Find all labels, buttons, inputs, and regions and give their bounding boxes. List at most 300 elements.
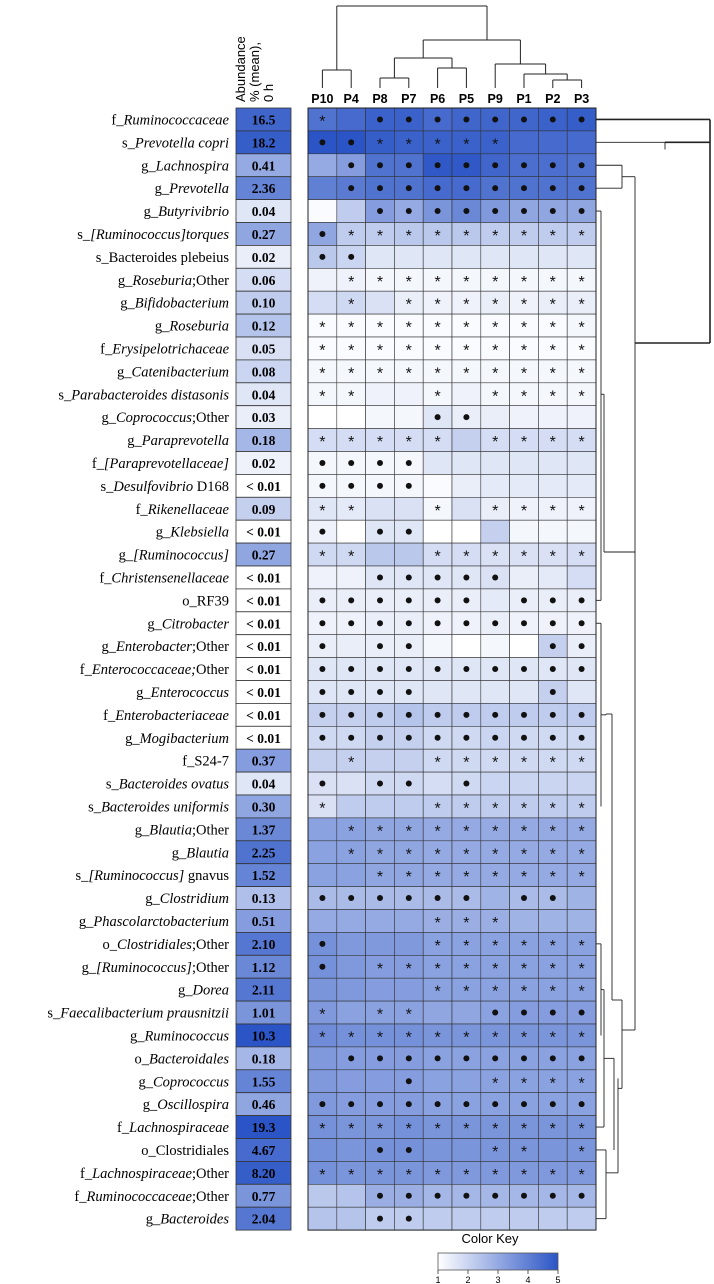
row-label-prefix: f_: [79, 1165, 93, 1182]
row-label: [74, 1189, 229, 1205]
marker-dot: [521, 1193, 527, 1199]
color-key-tick-label: 4: [525, 1275, 531, 1284]
marker-dot: [463, 666, 469, 672]
marker-asterisk: *: [348, 273, 355, 291]
abundance-value: < 0.01: [246, 730, 281, 746]
marker-dot: [435, 895, 441, 901]
row-label-name: Lachnospira: [155, 158, 229, 175]
abundance-value: 0.12: [251, 318, 276, 334]
heat-cell: [423, 245, 452, 268]
marker-asterisk: *: [578, 319, 585, 337]
marker-asterisk: *: [405, 296, 412, 314]
heat-cell: [423, 1070, 452, 1093]
heat-cell: [337, 772, 366, 795]
marker-asterisk: *: [549, 342, 556, 360]
marker-dot: [406, 1055, 412, 1061]
row-label-prefix: g_: [171, 845, 187, 862]
marker-dot: [348, 620, 354, 626]
marker-dot: [463, 597, 469, 603]
marker-dot: [579, 666, 585, 672]
marker-dot: [435, 116, 441, 122]
row-label-prefix: s_: [100, 478, 114, 495]
row-label-prefix: g_: [125, 730, 140, 747]
heat-cell: [366, 910, 395, 933]
marker-dot: [492, 162, 498, 168]
marker-dot: [319, 689, 325, 695]
marker-dot: [406, 483, 412, 489]
marker-asterisk: *: [319, 1166, 326, 1184]
marker-dot: [492, 666, 498, 672]
marker-dot: [406, 781, 412, 787]
marker-dot: [319, 735, 325, 741]
marker-asterisk: *: [520, 388, 528, 406]
marker-dot: [348, 185, 354, 191]
abundance-value: 1.37: [251, 822, 276, 838]
row-label-name: Bacteroides: [160, 1211, 229, 1228]
marker-asterisk: *: [348, 342, 355, 360]
marker-asterisk: *: [549, 869, 556, 887]
row-label-prefix: g_: [147, 616, 162, 633]
marker-dot: [521, 185, 527, 191]
row-label: [117, 364, 229, 380]
marker-asterisk: *: [578, 869, 585, 887]
marker-asterisk: *: [376, 365, 384, 383]
heat-cell: [366, 406, 395, 429]
marker-asterisk: *: [578, 983, 585, 1001]
row-label: [76, 868, 230, 884]
marker-dot: [348, 712, 354, 718]
marker-dot: [319, 620, 325, 626]
marker-dot: [579, 712, 585, 718]
marker-asterisk: *: [549, 1121, 556, 1139]
marker-asterisk: *: [376, 846, 384, 864]
abundance-value: 1.52: [251, 868, 276, 884]
marker-asterisk: *: [578, 388, 585, 406]
heat-cell: [452, 383, 481, 406]
heat-cell: [423, 520, 452, 543]
marker-asterisk: *: [492, 754, 499, 772]
heat-cell: [538, 245, 567, 268]
row-label-prefix: g_: [129, 1028, 145, 1045]
heat-cell: [538, 1207, 567, 1230]
marker-dot: [406, 574, 412, 580]
abundance-value: 16.5: [251, 112, 276, 128]
marker-dot: [435, 735, 441, 741]
abundance-value: 0.30: [251, 799, 276, 815]
row-label: [182, 593, 229, 609]
row-label-suffix: ;Other: [191, 959, 229, 976]
row-label-prefix: s_: [75, 868, 89, 885]
row-label: [127, 433, 229, 449]
row-label-prefix: o_: [134, 1051, 149, 1068]
marker-dot: [319, 781, 325, 787]
row-label-name: Clostridium: [159, 891, 229, 908]
heat-cell: [452, 1207, 481, 1230]
abundance-value: 0.02: [251, 249, 276, 265]
row-label-prefix: f_: [103, 707, 116, 724]
heatmap-grid: [308, 108, 596, 1230]
marker-asterisk: *: [492, 823, 499, 841]
marker-asterisk: *: [319, 388, 326, 406]
abundance-value: 0.13: [251, 891, 276, 907]
marker-asterisk: *: [578, 273, 585, 291]
row-label: [101, 410, 229, 426]
abundance-value: 8.20: [251, 1165, 276, 1181]
marker-asterisk: *: [434, 365, 441, 383]
marker-asterisk: *: [319, 319, 326, 337]
marker-asterisk: *: [463, 937, 470, 955]
marker-dot: [550, 620, 556, 626]
marker-asterisk: *: [492, 1121, 499, 1139]
abundance-value: 1.01: [251, 1005, 276, 1021]
marker-dot: [579, 162, 585, 168]
heat-cell: [538, 406, 567, 429]
marker-asterisk: *: [492, 1075, 499, 1093]
marker-asterisk: *: [492, 502, 499, 520]
marker-dot: [319, 941, 325, 947]
column-label-p9: P9: [487, 92, 503, 106]
marker-dot: [463, 1055, 469, 1061]
marker-asterisk: *: [520, 937, 528, 955]
marker-asterisk: *: [434, 388, 441, 406]
heat-cell: [538, 566, 567, 589]
abundance-value: 2.36: [251, 181, 276, 197]
marker-asterisk: *: [376, 273, 384, 291]
marker-asterisk: *: [434, 823, 441, 841]
abundance-value: 0.51: [251, 913, 276, 929]
marker-dot: [579, 1055, 585, 1061]
row-label: [103, 937, 230, 953]
marker-asterisk: *: [405, 846, 412, 864]
row-label-prefix: s_: [77, 226, 91, 243]
marker-asterisk: *: [376, 1029, 384, 1047]
row-label-name: Rikenellaceae: [147, 501, 229, 518]
marker-dot: [319, 139, 325, 145]
row-label-name: Faecalibacterium prausnitzii: [60, 1005, 229, 1022]
heat-cell: [337, 108, 366, 131]
row-label-suffix: ;Other: [191, 936, 229, 953]
marker-dot: [550, 116, 556, 122]
row-label-prefix: g_: [155, 524, 171, 541]
marker-asterisk: *: [492, 388, 499, 406]
heat-cell: [308, 864, 337, 887]
marker-dot: [492, 1193, 498, 1199]
abundance-value: 18.2: [251, 135, 276, 151]
heat-cell: [366, 932, 395, 955]
marker-dot: [319, 529, 325, 535]
color-key-tick-label: 2: [465, 1275, 471, 1284]
marker-dot: [463, 781, 469, 787]
column-label-p8: P8: [372, 92, 388, 106]
row-label-suffix: ;Other: [191, 1188, 229, 1205]
marker-asterisk: *: [463, 1166, 470, 1184]
row-label-name: Citrobacter: [161, 616, 229, 633]
row-label: [145, 891, 229, 907]
marker-asterisk: *: [463, 914, 470, 932]
marker-asterisk: *: [492, 869, 499, 887]
row-label-name: Erysipelotrichaceae: [112, 341, 229, 358]
heat-cell: [394, 978, 423, 1001]
row-label-prefix: g_: [145, 891, 160, 908]
heat-cell: [481, 520, 510, 543]
marker-dot: [348, 1101, 354, 1107]
marker-asterisk: *: [492, 548, 499, 566]
row-label-prefix: s_: [58, 387, 72, 404]
row-label: [136, 685, 229, 701]
marker-dot: [521, 597, 527, 603]
marker-asterisk: *: [578, 846, 585, 864]
abundance-value: 0.18: [251, 1051, 276, 1067]
marker-asterisk: *: [492, 1143, 499, 1161]
marker-asterisk: *: [463, 273, 470, 291]
marker-asterisk: *: [520, 227, 528, 245]
row-label-name: Prevotella copri: [134, 135, 229, 152]
marker-dot: [377, 895, 383, 901]
heat-cell: [366, 383, 395, 406]
heat-cell: [481, 474, 510, 497]
marker-asterisk: *: [463, 846, 470, 864]
marker-asterisk: *: [520, 434, 528, 452]
row-label: [118, 273, 229, 289]
marker-dot: [579, 208, 585, 214]
marker-dot: [406, 689, 412, 695]
marker-asterisk: *: [405, 1121, 412, 1139]
row-label-prefix: f_: [79, 662, 92, 679]
row-label-prefix: o_: [141, 1142, 156, 1159]
row-label: [135, 1051, 230, 1067]
marker-dot: [521, 735, 527, 741]
marker-dot: [377, 1147, 383, 1153]
heat-cell: [510, 474, 539, 497]
abundance-value: < 0.01: [246, 593, 281, 609]
row-label: [82, 960, 230, 976]
marker-dot: [406, 895, 412, 901]
heat-cell: [337, 978, 366, 1001]
marker-asterisk: *: [492, 937, 499, 955]
marker-asterisk: *: [520, 960, 528, 978]
marker-asterisk: *: [348, 365, 355, 383]
row-label: [125, 731, 229, 747]
marker-asterisk: *: [348, 548, 355, 566]
heat-cell: [423, 474, 452, 497]
marker-dot: [492, 712, 498, 718]
marker-asterisk: *: [348, 434, 355, 452]
heat-cell: [366, 497, 395, 520]
heat-cell: [394, 795, 423, 818]
abundance-value: 0.05: [251, 341, 276, 357]
marker-asterisk: *: [520, 1166, 528, 1184]
row-label-prefix: s_: [88, 799, 102, 816]
marker-asterisk: *: [549, 273, 556, 291]
marker-asterisk: *: [549, 548, 556, 566]
row-label: [136, 502, 230, 518]
marker-asterisk: *: [434, 800, 441, 818]
abundance-header-line: % (mean),: [247, 42, 262, 102]
marker-dot: [406, 1147, 412, 1153]
heat-cell: [337, 566, 366, 589]
marker-dot: [377, 162, 383, 168]
heat-cell: [538, 474, 567, 497]
row-label-prefix: s_: [95, 249, 109, 266]
abundance-value: 0.27: [251, 226, 276, 242]
marker-asterisk: *: [520, 823, 528, 841]
heat-cell: [394, 406, 423, 429]
color-key-tick-label: 1: [435, 1275, 441, 1284]
heat-cell: [308, 1139, 337, 1162]
heat-cell: [394, 543, 423, 566]
marker-asterisk: *: [434, 502, 441, 520]
marker-dot: [521, 116, 527, 122]
marker-dot: [348, 895, 354, 901]
row-label-name: Paraprevotella: [141, 433, 229, 450]
heat-cell: [308, 154, 337, 177]
marker-asterisk: *: [348, 1166, 355, 1184]
heat-cell: [423, 681, 452, 704]
marker-asterisk: *: [492, 1029, 499, 1047]
marker-asterisk: *: [376, 227, 384, 245]
marker-asterisk: *: [319, 800, 326, 818]
abundance-value: < 0.01: [246, 639, 281, 655]
marker-asterisk: *: [319, 502, 326, 520]
abundance-value: 0.41: [251, 158, 276, 174]
heat-cell: [481, 406, 510, 429]
marker-asterisk: *: [463, 869, 470, 887]
column-label-p1: P1: [516, 92, 532, 106]
marker-dot: [406, 666, 412, 672]
row-label-prefix: g_: [134, 822, 150, 839]
marker-dot: [579, 735, 585, 741]
marker-asterisk: *: [492, 914, 499, 932]
marker-asterisk: *: [463, 960, 470, 978]
marker-dot: [319, 895, 325, 901]
heat-cell: [510, 520, 539, 543]
heat-cell: [308, 1070, 337, 1093]
heat-cell: [567, 520, 596, 543]
abundance-value: 0.04: [251, 204, 276, 220]
marker-asterisk: *: [434, 548, 441, 566]
row-label: [139, 1074, 230, 1090]
marker-asterisk: *: [405, 960, 412, 978]
heat-cell: [308, 177, 337, 200]
column-label-p3: P3: [573, 92, 590, 106]
heat-cell: [308, 749, 337, 772]
marker-asterisk: *: [520, 548, 528, 566]
marker-dot: [406, 620, 412, 626]
abundance-value: 0.37: [251, 753, 276, 769]
heat-cell: [538, 1139, 567, 1162]
marker-dot: [319, 254, 325, 260]
heat-cell: [510, 406, 539, 429]
marker-dot: [348, 460, 354, 466]
marker-asterisk: *: [492, 365, 499, 383]
marker-dot: [579, 1193, 585, 1199]
marker-dot: [377, 208, 383, 214]
marker-dot: [377, 529, 383, 535]
marker-dot: [463, 208, 469, 214]
marker-asterisk: *: [405, 365, 412, 383]
color-key-tick-label: 5: [555, 1275, 561, 1284]
row-label: [120, 296, 229, 312]
marker-asterisk: *: [319, 548, 326, 566]
marker-asterisk: *: [405, 1006, 412, 1024]
marker-dot: [579, 1101, 585, 1107]
heat-cell: [308, 406, 337, 429]
marker-dot: [348, 666, 354, 672]
row-label-name: Catenibacterium: [131, 364, 229, 381]
marker-dot: [521, 620, 527, 626]
heat-cell: [481, 681, 510, 704]
marker-dot: [521, 895, 527, 901]
marker-asterisk: *: [549, 388, 556, 406]
marker-asterisk: *: [578, 823, 585, 841]
row-label-suffix: ;Other: [191, 1165, 229, 1182]
marker-asterisk: *: [348, 227, 355, 245]
row-label: [143, 1097, 229, 1113]
marker-asterisk: *: [434, 846, 441, 864]
heat-cell: [452, 245, 481, 268]
heat-cell: [337, 932, 366, 955]
marker-dot: [435, 208, 441, 214]
marker-asterisk: *: [405, 136, 412, 154]
marker-dot: [550, 1101, 556, 1107]
heat-cell: [510, 772, 539, 795]
marker-dot: [492, 620, 498, 626]
heat-cell: [567, 452, 596, 475]
marker-dot: [406, 529, 412, 535]
marker-asterisk: *: [549, 296, 556, 314]
marker-asterisk: *: [578, 548, 585, 566]
heat-cell: [337, 795, 366, 818]
heat-cell: [308, 291, 337, 314]
marker-asterisk: *: [492, 960, 499, 978]
row-label-name: [Paraprevotellaceae]: [103, 455, 229, 472]
marker-dot: [435, 185, 441, 191]
marker-asterisk: *: [434, 1166, 441, 1184]
marker-asterisk: *: [520, 1029, 528, 1047]
marker-dot: [492, 1055, 498, 1061]
row-label-name: Bacteroidales: [149, 1051, 229, 1068]
row-label-name: Christensenellaceae: [111, 570, 229, 587]
row-label: [144, 204, 229, 220]
row-label: [99, 570, 229, 586]
marker-dot: [521, 712, 527, 718]
marker-dot: [435, 597, 441, 603]
row-label: [47, 1006, 229, 1022]
row-label: [100, 479, 229, 495]
marker-asterisk: *: [578, 365, 585, 383]
heat-cell: [452, 474, 481, 497]
row-label: [103, 708, 229, 724]
marker-dot: [521, 1101, 527, 1107]
row-label: [135, 822, 229, 838]
row-label-name: Parabacteroides distasonis: [71, 387, 229, 404]
row-label-name: Butyrivibrio: [158, 204, 229, 221]
marker-asterisk: *: [319, 434, 326, 452]
abundance-value: 2.04: [251, 1211, 276, 1227]
marker-dot: [492, 574, 498, 580]
marker-asterisk: *: [492, 846, 499, 864]
marker-dot: [406, 712, 412, 718]
row-label-name: Desulfovibrio: [113, 478, 194, 495]
heat-cell: [452, 1139, 481, 1162]
marker-dot: [377, 666, 383, 672]
row-label-prefix: g_: [142, 1097, 158, 1114]
heat-cell: [481, 452, 510, 475]
row-label-name: Ruminococcaceae: [123, 112, 229, 129]
marker-dot: [406, 1101, 412, 1107]
marker-dot: [377, 1216, 383, 1222]
marker-asterisk: *: [578, 1075, 585, 1093]
